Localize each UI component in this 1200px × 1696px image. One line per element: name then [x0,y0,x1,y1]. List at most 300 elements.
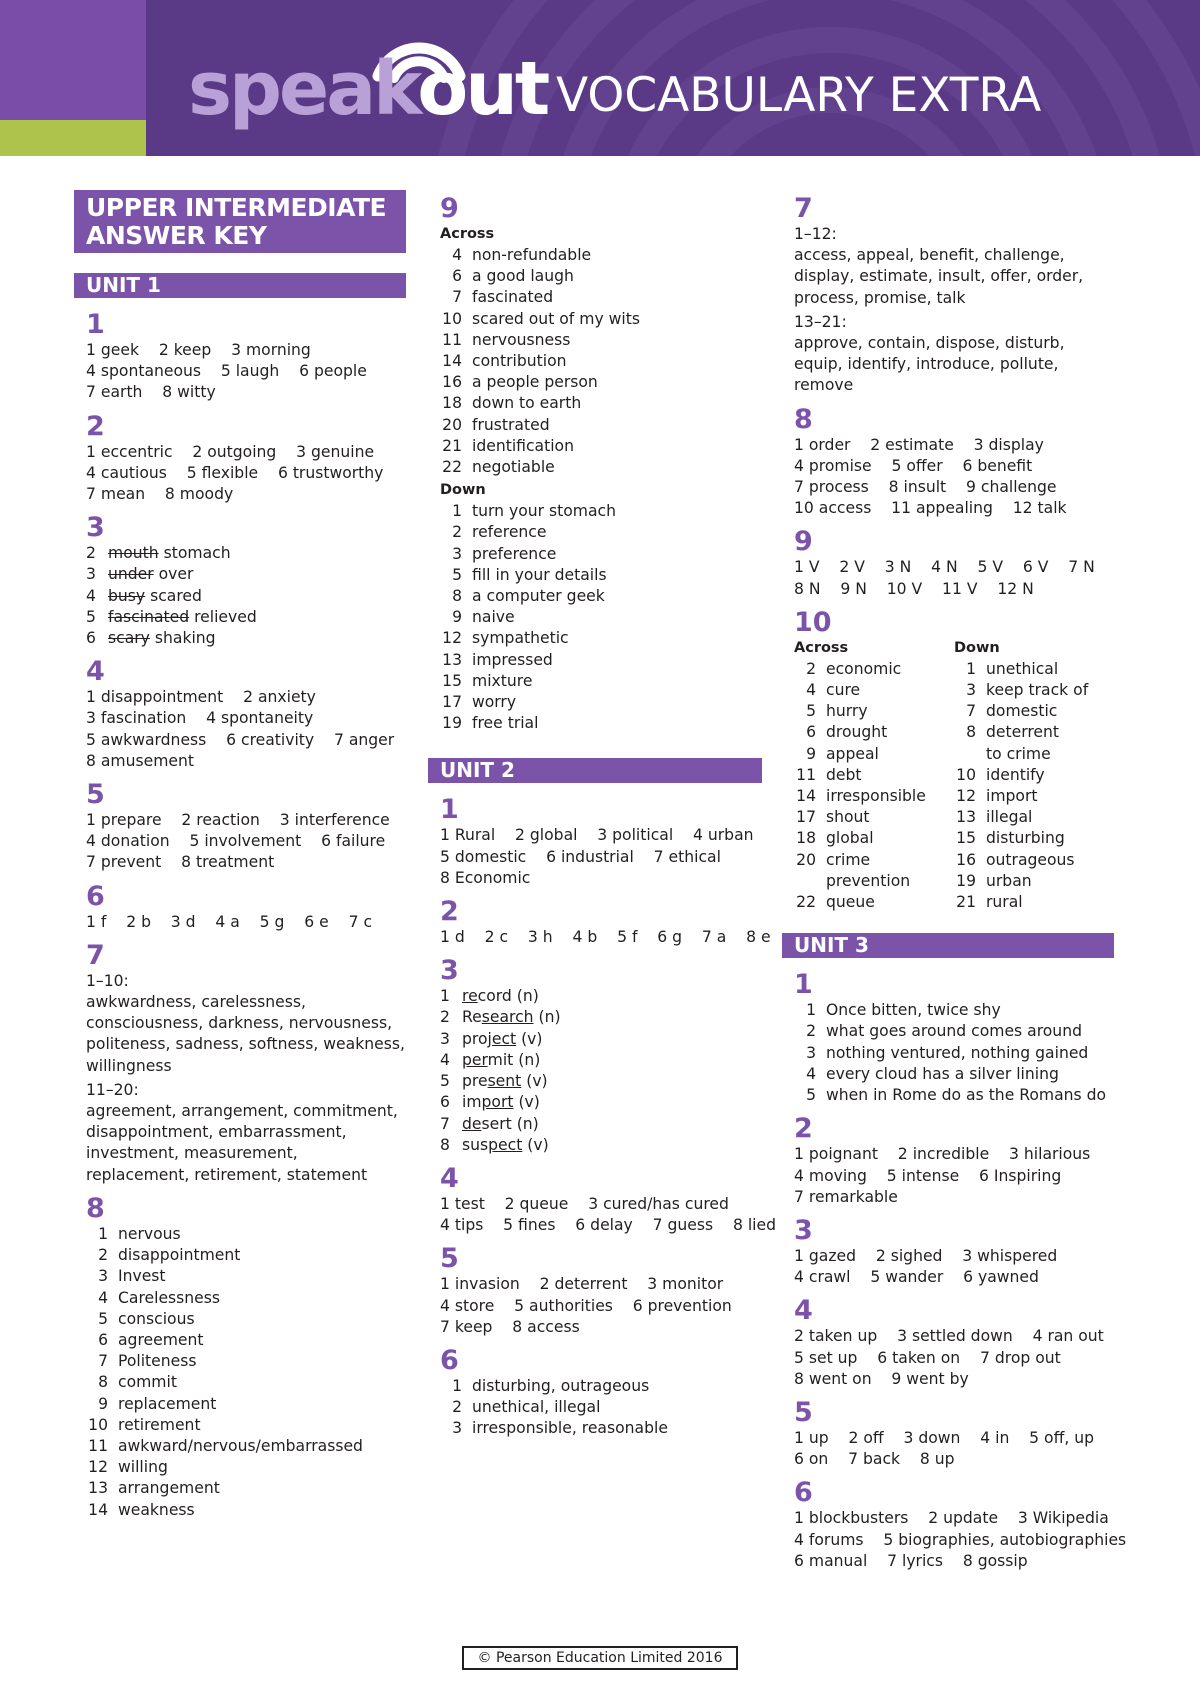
numbered-row [794,659,954,680]
item-number [794,871,826,892]
numbered-row [440,628,762,649]
item-text: irresponsible, reasonable [472,1419,668,1438]
stressed-syllable: im [462,1093,482,1112]
exercise-answers [440,825,762,889]
exercise-number: 3 [440,955,459,987]
item-number: 18 [796,829,816,848]
exercise-answers [794,435,1114,520]
item-number: 13 [442,650,462,669]
item-text: turn your stomach [472,502,616,521]
item-number: 4 [806,681,816,700]
item-number: 4 [86,586,96,605]
item-number: 1 [440,987,450,1006]
stressed-word [462,1072,521,1090]
item-text: nothing ventured, nothing gained [826,1043,1089,1062]
answer-line: 1 order 2 estimate 3 display [794,435,1044,454]
exercise-number: 2 [440,896,459,928]
numbered-row [440,457,762,478]
exercise-number: 9 [440,193,459,224]
correction-row [86,628,406,649]
item-number: 5 [86,607,96,626]
exercise-answers [440,927,771,948]
item-text: willing [118,1458,168,1477]
part-of-speech: (v) [521,1072,548,1091]
numbered-row [954,828,1114,849]
correction-row [86,586,406,607]
item-number: 22 [796,893,816,912]
item-number: 19 [442,714,462,733]
item-number: 6 [86,629,96,648]
answer-line: 5 awkwardness 6 creativity 7 anger [86,730,395,749]
exercise-number: 6 [440,1344,459,1376]
exercise-answers [794,1428,1114,1470]
item-number: 3 [806,1043,816,1062]
item-number: 2 [452,1398,462,1417]
answer-line: 4 spontaneous 5 laugh 6 people [86,362,367,381]
numbered-row [440,1418,762,1439]
item-text: shout [826,808,870,827]
item-text: a people person [472,373,598,392]
item-number: 6 [440,1093,450,1112]
stressed-word [462,1115,512,1133]
item-text: frustrated [472,415,550,434]
numbered-row [440,713,762,734]
exercise-number: 1 [86,309,105,340]
exercise-number: 7 [794,193,813,224]
answer-line: 8 N 9 N 10 V 11 V 12 N [794,579,1034,598]
answer-line: 1 geek 2 keep 3 morning [86,341,311,359]
item-text: when in Rome do as the Romans do [826,1086,1107,1105]
numbered-row [440,692,762,713]
item-text: what goes around comes around [826,1022,1082,1041]
exercise-number: 2 [794,1113,813,1145]
stressed-syllable: re [462,987,478,1006]
answer-line: 4 cautious 5 flexible 6 trustworthy [86,463,384,482]
item-number: 14 [442,352,462,371]
item-number: 2 [452,523,462,542]
answer-line: 4 promise 5 offer 6 benefit [794,456,1033,475]
item-text: prevention [826,871,911,890]
item-number: 2 [806,659,816,678]
answer-line: 5 domestic 6 industrial 7 ethical [440,847,721,866]
numbered-row [440,266,762,287]
answer-line: 3 fascination 4 spontaneity [86,709,314,728]
exercise-number: 4 [794,1295,813,1327]
answer-line: 8 went on 9 went by [794,1369,969,1388]
numbered-row [86,1436,406,1457]
item-number: 3 [966,681,976,700]
item-text: worry [472,693,517,712]
answer-range-label: 11–20: [86,1080,139,1099]
numbered-row [86,1415,406,1436]
exercise-answers [86,687,406,772]
crossed-out-word: fascinated [108,607,190,626]
answer-line: 7 keep 8 access [440,1317,580,1336]
item-number: 5 [440,1072,450,1091]
across-column [794,638,954,913]
exercise-answers [86,442,406,506]
exercise-answers [86,810,406,874]
item-text: hurry [826,702,868,721]
numbered-row [794,892,954,913]
numbered-row [794,1000,1114,1021]
stressed-syllable: Re [462,1008,482,1027]
stressed-word [462,1051,513,1069]
item-text: drought [826,723,888,742]
answer-line: 8 amusement [86,751,195,770]
crossed-out-word: mouth [108,544,159,563]
exercise-number: 6 [794,1477,813,1509]
answer-line: 1 d 2 c 3 h 4 b 5 f 6 g 7 a 8 e [440,928,771,947]
exercise-number: 5 [86,779,105,811]
answer-line: 4 crawl 5 wander 6 yawned [794,1268,1039,1287]
item-number: 21 [956,893,976,912]
item-number: 4 [806,1064,816,1083]
numbered-row [794,701,954,722]
word-rest: search [481,1008,534,1027]
column-3 [782,190,1127,1572]
answer-line: 4 tips 5 fines 6 delay 7 guess 8 lied [440,1216,776,1235]
numbered-row [954,807,1114,828]
item-number: 4 [98,1288,108,1307]
numbered-row [440,522,762,543]
item-text: nervous [118,1224,181,1243]
item-number: 20 [442,415,462,434]
item-text: negotiable [472,458,555,477]
stressed-syllable: per [462,1050,488,1069]
across-label: Across [440,226,495,242]
item-text: fascinated [472,288,554,307]
numbered-row [440,1397,762,1418]
item-text: arrangement [118,1479,220,1498]
numbered-row [794,765,954,786]
item-text: crime [826,850,871,869]
stress-row [440,1135,762,1156]
answer-line: 1 f 2 b 3 d 4 a 5 g 6 e 7 c [86,912,373,931]
item-text: urban [986,871,1032,890]
answer-line: 1 poignant 2 incredible 3 hilarious [794,1145,1091,1164]
word-rest: mit [487,1050,514,1069]
exercise-number: 4 [86,656,105,688]
stressed-syllable: pre [462,1072,488,1091]
numbered-row [794,1021,1114,1042]
numbered-row [954,871,1114,892]
part-of-speech: (v) [522,1135,549,1154]
item-number: 15 [442,671,462,690]
answer-line: 1 invasion 2 deterrent 3 monitor [440,1275,724,1294]
item-number: 3 [98,1267,108,1286]
item-text: conscious [118,1309,195,1328]
numbered-row [794,850,954,871]
item-number: 2 [806,1022,816,1041]
exercise-answers [794,1144,1114,1208]
item-number: 5 [98,1309,108,1328]
answer-range-label: 13–21: [794,312,847,331]
item-text: queue [826,893,875,912]
answer-line: 7 mean 8 moody [86,485,234,504]
numbered-row [794,680,954,701]
exercise-number: 10 [794,606,832,638]
exercise-number: 6 [86,880,105,912]
item-text: domestic [986,702,1058,721]
numbered-row [440,1376,762,1397]
answer-line: 1 blockbusters 2 update 3 Wikipedia [794,1509,1109,1528]
answer-line: 7 prevent 8 treatment [86,853,275,872]
copyright-footer: © Pearson Education Limited 2016 [462,1646,738,1670]
stress-row [440,1050,762,1071]
item-number: 1 [452,502,462,521]
exercise-answers [440,1376,762,1440]
numbered-row [440,607,762,628]
numbered-row [954,744,1114,765]
crossword-answers [794,638,1114,913]
item-number: 11 [442,330,462,349]
exercise-number: 2 [86,410,105,442]
numbered-row [86,1500,406,1521]
stressed-word [462,1030,516,1048]
item-number: 8 [440,1135,450,1154]
stressed-word [462,1093,514,1111]
item-text: reference [472,523,547,542]
exercise-number: 8 [794,403,813,435]
item-number: 16 [442,373,462,392]
item-number: 6 [452,267,462,286]
item-number: 10 [88,1415,108,1434]
exercise-number: 1 [440,794,459,826]
item-number: 11 [88,1436,108,1455]
answer-line: 8 Economic [440,868,531,887]
answer-range-label: 1–10: [86,971,129,990]
item-number: 17 [796,808,816,827]
word-rest: port [481,1093,514,1112]
exercise-answers [794,1508,1127,1572]
stress-row [440,1007,762,1028]
numbered-row [440,501,762,522]
item-number: 18 [442,394,462,413]
numbered-row [954,701,1114,722]
down-list [954,659,1114,913]
numbered-row [86,1245,406,1266]
answer-line: 1 V 2 V 3 N 4 N 5 V 6 V 7 N [794,558,1095,577]
exercise-number: 4 [440,1162,459,1194]
numbered-row [86,1266,406,1287]
item-text: disappointment [118,1246,241,1265]
exercise-number: 7 [86,939,105,971]
numbered-row [440,287,762,308]
answer-text: access, appeal, benefit, challenge, display, estimate, insult, offer, order, process, promise, talk [794,246,1084,307]
crossword-answers [440,224,762,734]
item-number: 6 [98,1330,108,1349]
item-number: 7 [98,1352,108,1371]
answer-line: 10 access 11 appealing 12 talk [794,499,1067,518]
item-text: debt [826,765,862,784]
item-text: preference [472,544,557,563]
item-text: scared out of my wits [472,309,640,328]
numbered-row [794,1085,1114,1106]
numbered-row [794,786,954,807]
item-number: 14 [88,1500,108,1519]
answer-line: 1 up 2 off 3 down 4 in 5 off, up [794,1428,1095,1447]
item-number: 20 [796,850,816,869]
exercise-number: 5 [794,1396,813,1428]
item-text: keep track of [986,681,1089,700]
numbered-row [954,765,1114,786]
answer-line: 7 earth 8 witty [86,383,216,402]
numbered-row [440,544,762,565]
numbered-row [440,330,762,351]
word-rest: pect [488,1135,523,1154]
item-text: irresponsible [826,787,926,806]
item-number: 3 [452,544,462,563]
exercise-answers [86,1224,406,1521]
answer-line: 1 eccentric 2 outgoing 3 genuine [86,442,375,461]
answer-line: 7 remarkable [794,1187,898,1206]
item-number: 2 [86,544,96,563]
numbered-row [440,351,762,372]
correction-row [86,543,406,564]
item-number: 19 [956,871,976,890]
numbered-row [794,871,954,892]
word-rest: cord [477,987,512,1006]
item-number: 5 [806,1086,816,1105]
item-text: unethical [986,659,1059,678]
item-number: 8 [966,723,976,742]
item-number: 15 [956,829,976,848]
stressed-syllable: sus [462,1135,489,1154]
corrected-word: stomach [163,544,231,563]
unit-2-header: UNIT 2 [428,758,762,783]
exercise-answers [794,1326,1114,1390]
part-of-speech: (n) [533,1008,561,1027]
stress-row [440,1029,762,1050]
answer-line: 4 donation 5 involvement 6 failure [86,832,386,851]
item-number: 17 [442,693,462,712]
answer-line: 6 on 7 back 8 up [794,1450,955,1469]
numbered-row [794,1043,1114,1064]
item-text: commit [118,1373,177,1392]
exercise-number: 3 [794,1214,813,1246]
exercise-answers [86,971,406,1186]
item-text: down to earth [472,394,582,413]
numbered-row [86,1457,406,1478]
item-number: 4 [452,246,462,264]
numbered-row [86,1224,406,1245]
down-list [440,501,762,734]
item-text: unethical, illegal [472,1398,601,1417]
item-text: Invest [118,1267,166,1286]
item-text: Once bitten, twice shy [826,1001,1001,1020]
item-text: replacement [118,1394,217,1413]
word-rest: sert [481,1114,512,1133]
exercise-number: 9 [794,526,813,558]
numbered-row [794,807,954,828]
item-number: 4 [440,1050,450,1069]
item-text: retirement [118,1415,201,1434]
page-title: VOCABULARY EXTRA [556,68,1042,123]
stress-row [440,986,762,1007]
item-number: 22 [442,458,462,477]
across-list [794,659,954,913]
answer-key-title-line2: ANSWER KEY [86,221,267,250]
numbered-row [954,892,1114,913]
item-number: 1 [966,659,976,678]
stressed-word [462,1136,522,1154]
answer-line: 1 Rural 2 global 3 political 4 urban [440,826,754,845]
item-number: 1 [98,1224,108,1243]
item-text: global [826,829,874,848]
answer-line: 1 prepare 2 reaction 3 interference [86,811,390,830]
answer-line: 4 forums 5 biographies, autobiographies [794,1530,1127,1549]
item-number: 2 [440,1008,450,1027]
answer-line: 7 process 8 insult 9 challenge [794,478,1057,497]
down-label: Down [954,639,1000,656]
item-text: illegal [986,808,1033,827]
item-number: 14 [796,787,816,806]
item-number: 3 [86,565,96,584]
exercise-number: 5 [440,1243,459,1275]
numbered-row [86,1478,406,1499]
corrected-word: scared [150,586,202,605]
item-number: 9 [98,1394,108,1413]
answer-line: 2 taken up 3 settled down 4 ran out [794,1327,1104,1346]
item-number: 12 [956,787,976,806]
answer-text: approve, contain, dispose, disturb, equip, identify, introduce, pollute, remove [794,334,1065,395]
item-number: 5 [452,565,462,584]
item-number: 7 [966,702,976,721]
numbered-row [954,850,1114,871]
item-text: import [986,787,1038,806]
item-text: to crime [986,744,1051,763]
answer-line: 5 set up 6 taken on 7 drop out [794,1348,1061,1367]
item-text: agreement [118,1330,204,1349]
item-number: 10 [956,765,976,784]
crossed-out-word: scary [108,629,150,648]
numbered-row [440,393,762,414]
item-text: rural [986,893,1023,912]
word-rest: sent [487,1072,522,1091]
item-text: appeal [826,744,879,763]
item-text: a computer geek [472,587,605,606]
numbered-row [954,659,1114,680]
exercise-answers [794,1246,1114,1288]
item-text: mixture [472,671,533,690]
stressed-word [462,1008,534,1026]
exercise-number: 1 [794,969,813,1001]
brand-out-text: out [417,46,548,132]
answer-key-title-line1: UPPER INTERMEDIATE [86,193,387,222]
exercise-answers [794,557,1114,599]
answer-line: 4 store 5 authorities 6 prevention [440,1296,732,1315]
item-text: non-refundable [472,246,592,264]
item-number: 8 [98,1373,108,1392]
numbered-row [440,671,762,692]
numbered-row [440,565,762,586]
item-text: economic [826,659,902,678]
numbered-row [440,436,762,457]
corrected-word: shaking [154,629,216,648]
exercise-answers [794,224,1114,397]
answer-text: agreement, arrangement, commitment, disappointment, embarrassment, investment, measurement, replacement, retirement, statement [86,1102,398,1184]
exercise-number: 3 [86,512,105,544]
item-text: every cloud has a silver lining [826,1064,1059,1083]
numbered-row [86,1288,406,1309]
crossed-out-word: busy [108,586,146,605]
item-number: 13 [88,1479,108,1498]
item-number: 9 [806,744,816,763]
numbered-row [794,744,954,765]
correction-row [86,607,406,628]
item-text: free trial [472,714,539,733]
